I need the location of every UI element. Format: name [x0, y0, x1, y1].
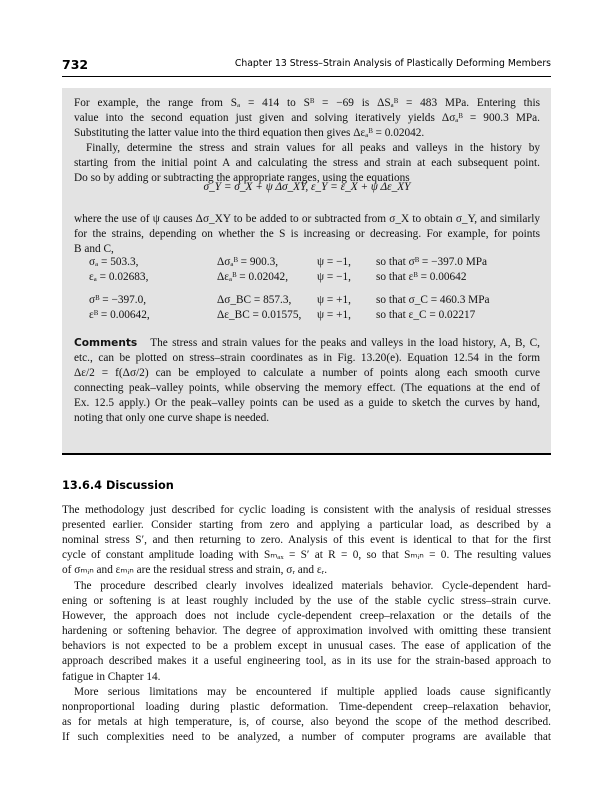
text-line: cycle of constant amplitude loading with Sₘₐₓ = S′ at R = 0, so that Sₘᵢₙ = 0. The resulting values — [62, 549, 551, 562]
text-line: The methodology just described for cyclic loading is consistent with the analysis of residual stresses — [62, 504, 551, 516]
comments-paragraph — [74, 336, 540, 427]
text-line: More serious limitations may be encountered if multiple applied loads cause significantly — [74, 686, 551, 698]
text-line: for the strains, depending on whether the S is increasing or decreasing. For example, for points — [74, 228, 540, 241]
text-line: However, the approach does not include cycle-dependent creep–relaxation or the details of the — [62, 610, 551, 623]
example-paragraph-3 — [74, 212, 540, 257]
eq-cell: so that εᴮ = 0.00642 — [376, 271, 467, 283]
section-paragraph-1 — [62, 503, 551, 578]
section-heading: 13.6.4 Discussion — [62, 479, 174, 492]
text-line: nominal stress S′, and then returning to zero. Analysis of this event is identical to that for the first — [62, 534, 551, 547]
eq-cell: εₐ = 0.02683, — [89, 271, 149, 283]
page-number: 732 — [62, 57, 89, 72]
eq-cell: ψ = +1, — [317, 309, 351, 321]
eq-cell: Δεₐᴮ = 0.02042, — [217, 271, 289, 283]
eq-cell: ψ = −1, — [317, 256, 351, 268]
text-line: Finally, determine the stress and strain values for all peaks and valleys in the history by — [86, 142, 540, 154]
header-rule — [62, 76, 551, 77]
text-line: presented earlier. Consider starting from zero and applying a particular load, as described by a — [62, 519, 551, 532]
text-line: connecting peak–valley points, while observing the memory effect. (The equations at the end of — [74, 382, 540, 395]
eq-cell: so that ε_C = 0.02217 — [376, 309, 476, 321]
eq-cell: Δσ_BC = 857.3, — [217, 294, 292, 306]
eq-cell: σᴮ = −397.0, — [89, 294, 147, 306]
text-line: starting from the initial point A and calculating the stress and strain at each subsequent point. — [74, 157, 540, 170]
section-paragraph-3 — [62, 685, 551, 745]
comments-heading: Comments — [74, 337, 138, 349]
text-line: of σₘᵢₙ and εₘᵢₙ are the residual stress and strain, σᵣ and εᵣ. — [62, 564, 328, 577]
example-paragraph-1 — [74, 96, 540, 141]
range-equation: σ_Y = σ_X + ψ Δσ_XY, ε_Y = ε_X + ψ Δε_XY — [203, 181, 411, 193]
eq-cell: so that σ_C = 460.3 MPa — [376, 294, 490, 306]
text-line: For example, the range from Sₐ = 414 to Sᴮ = −69 is ΔSₐᴮ = 483 MPa. Entering this — [74, 97, 540, 109]
eq-cell: Δσₐᴮ = 900.3, — [217, 256, 279, 268]
text-line: fatigue in Chapter 14. — [62, 670, 161, 683]
eq-cell: so that σᴮ = −397.0 MPa — [376, 256, 488, 268]
section-paragraph-2 — [62, 579, 551, 685]
text-line: approach described makes it a useful engineering tool, as in its use for the strain-based approach to — [62, 655, 551, 668]
eq-cell: εᴮ = 0.00642, — [89, 309, 150, 321]
text-line: value into the second equation just given and solving iteratively yields Δσₐᴮ = 900.3 MPa. — [74, 112, 540, 125]
text-line: behaviors is not expected to be a problem except in unusual cases. The ease of application of the — [62, 640, 551, 653]
text-line: Ex. 12.5 apply.) Or the peak–valley points can be used as a guide to sketch the curves by hand, — [74, 397, 540, 410]
text-line: Do so by adding or subtracting the appropriate ranges, using the equations — [74, 172, 410, 185]
text-line: noting that only one curve shape is needed. — [74, 412, 270, 425]
text-line: as for metals at high temperature, is, of course, also beyond the scope of the method described. — [62, 716, 551, 729]
example-paragraph-2 — [74, 141, 540, 186]
eq-cell: Δε_BC = 0.01575, — [217, 309, 302, 321]
eq-cell: ψ = −1, — [317, 271, 351, 283]
text-line: hardening or softening behavior. The degree of approximation involved with omitting these transient — [62, 625, 551, 638]
eq-cell: σₐ = 503.3, — [89, 256, 139, 268]
eq-cell: ψ = +1, — [317, 294, 351, 306]
text-line: nonproportional loading during plastic deformation. Time-dependent creep–relaxation behavior, — [62, 701, 551, 714]
text-line: If such complexities need to be analyzed, a number of computer programs are available that — [62, 731, 551, 744]
text-line: B and C, — [74, 243, 114, 256]
text-line: Δε/2 = f(Δσ/2) can be employed to calculate a number of points along each smooth curve — [74, 367, 540, 380]
text-line: The procedure described clearly involves idealized materials behavior. Cycle-dependent hard- — [74, 580, 551, 592]
text-line — [74, 336, 540, 351]
text-line: ening or softening is at least roughly included by the use of the stable cyclic stress–strain curve. — [62, 595, 551, 608]
text-line: Substituting the latter value into the third equation then gives Δεₐᴮ = 0.02042. — [74, 127, 425, 140]
text-line: where the use of ψ causes Δσ_XY to be added to or subtracted from σ_X to obtain σ_Y, and similarly — [74, 213, 540, 225]
box-bottom-rule — [62, 453, 551, 455]
text-line: etc., can be plotted on stress–strain coordinates as in Fig. 13.20(e). Equation 12.54 in the form — [74, 352, 540, 365]
running-title: Chapter 13 Stress–Strain Analysis of Plastically Deforming Members — [234, 58, 551, 69]
comments-text: The stress and strain values for the peaks and valleys in the load history, A, B, C, — [150, 337, 540, 349]
running-header — [62, 57, 551, 75]
